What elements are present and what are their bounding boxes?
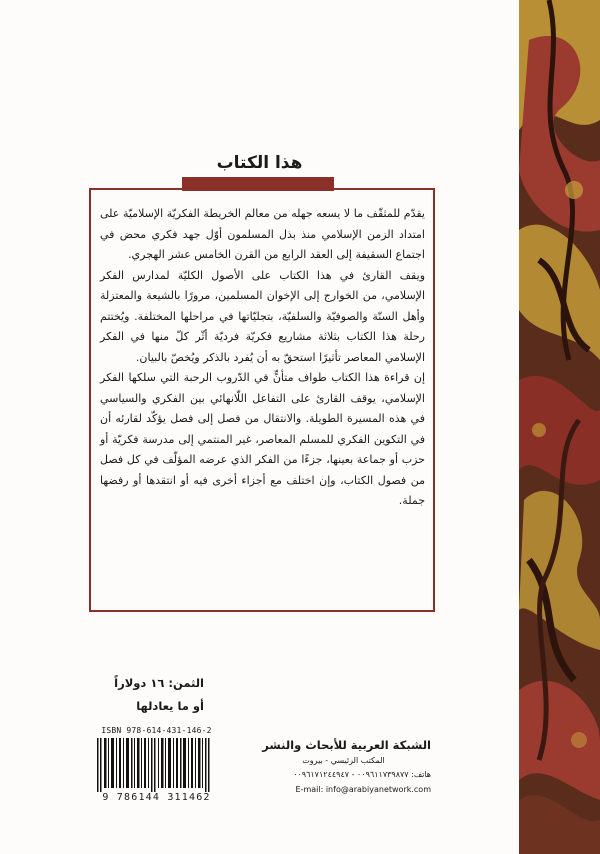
book-description xyxy=(100,204,425,512)
description-paragraph-3: إن قراءة هذا الكتاب طواف متأنٍّ في الدّروب الرحبة التي سلكها الفكر الإسلامي، يوقف القارئ على التفاعل اللّانهائي بين الفكري والسياسي في هذه المسيرة الطويلة. والانتقال من فصل إلى فصل يؤكّد لقارئه أن في التكوين الفكري للمسلم المعاصر، غير المنتمي إلى مدرسة فكريّة أو حزب أو جماعة بعينها، جزءًا من الفكر الذي عرضه المؤلّف في كل فصل من فصول الكتاب، وإن اختلف مع أجزاء أخرى فيه أو انتقدها أو رفضها جملة. xyxy=(100,371,425,507)
publisher-office: المكتب الرئيسي - بيروت xyxy=(302,756,385,765)
description-paragraph-1: يقدّم للمثقّف ما لا يسعه جهله من معالم الخريطة الفكريّة الإسلاميّة على امتداد الزمن الإسلامي منذ بذل المسلمون أوّل جهد فكري محض في اجتماع السقيفة إلى العقد الرابع من القرن الخامس عشر الهجري. xyxy=(100,207,425,261)
isbn-label: ISBN 978-614-431-146-2 xyxy=(101,726,212,735)
calligraphy-art xyxy=(519,0,600,854)
price-line: الثمن: ١٦ دولاراً xyxy=(114,676,204,690)
isbn-barcode xyxy=(89,726,224,804)
section-heading: هذا الكتاب xyxy=(216,153,303,173)
barcode-number: 9 786144 311462 xyxy=(102,792,211,803)
price-equivalent: أو ما يعادلها xyxy=(136,699,204,713)
publisher-name: الشبكة العربية للأبحاث والنشر xyxy=(262,738,431,752)
publisher-phone: هاتف: ٠٠٩٦١١٧٣٩٨٧٧ - ٠٠٩٦١٧١٢٤٤٩٤٧ xyxy=(293,770,431,779)
publisher-email: E-mail: info@arabiyanetwork.com xyxy=(295,785,431,794)
decorative-calligraphy-strip xyxy=(519,0,600,854)
barcode-icon xyxy=(91,738,222,792)
description-paragraph-2: ويقف القارئ في هذا الكتاب على الأصول الكليّة لمدارس الفكر الإسلامي، من الخوارج إلى الإخوان المسلمين، مرورًا بالشيعة والمعتزلة وأهل السنّة والصوفيّة والسلفيّة، بتجليّاتها في مراحلها المختلفة. ويُختتم رحلة هذا الكتاب بثلاثة مشاريع فكريّة فرديّة أثّر كلّ منها في الفكر الإسلامي المعاصر تأثيرًا استحقّ به أن يُفرد بالذكر ويُخصّ بالبيان. xyxy=(100,268,425,364)
price-block xyxy=(94,672,204,718)
